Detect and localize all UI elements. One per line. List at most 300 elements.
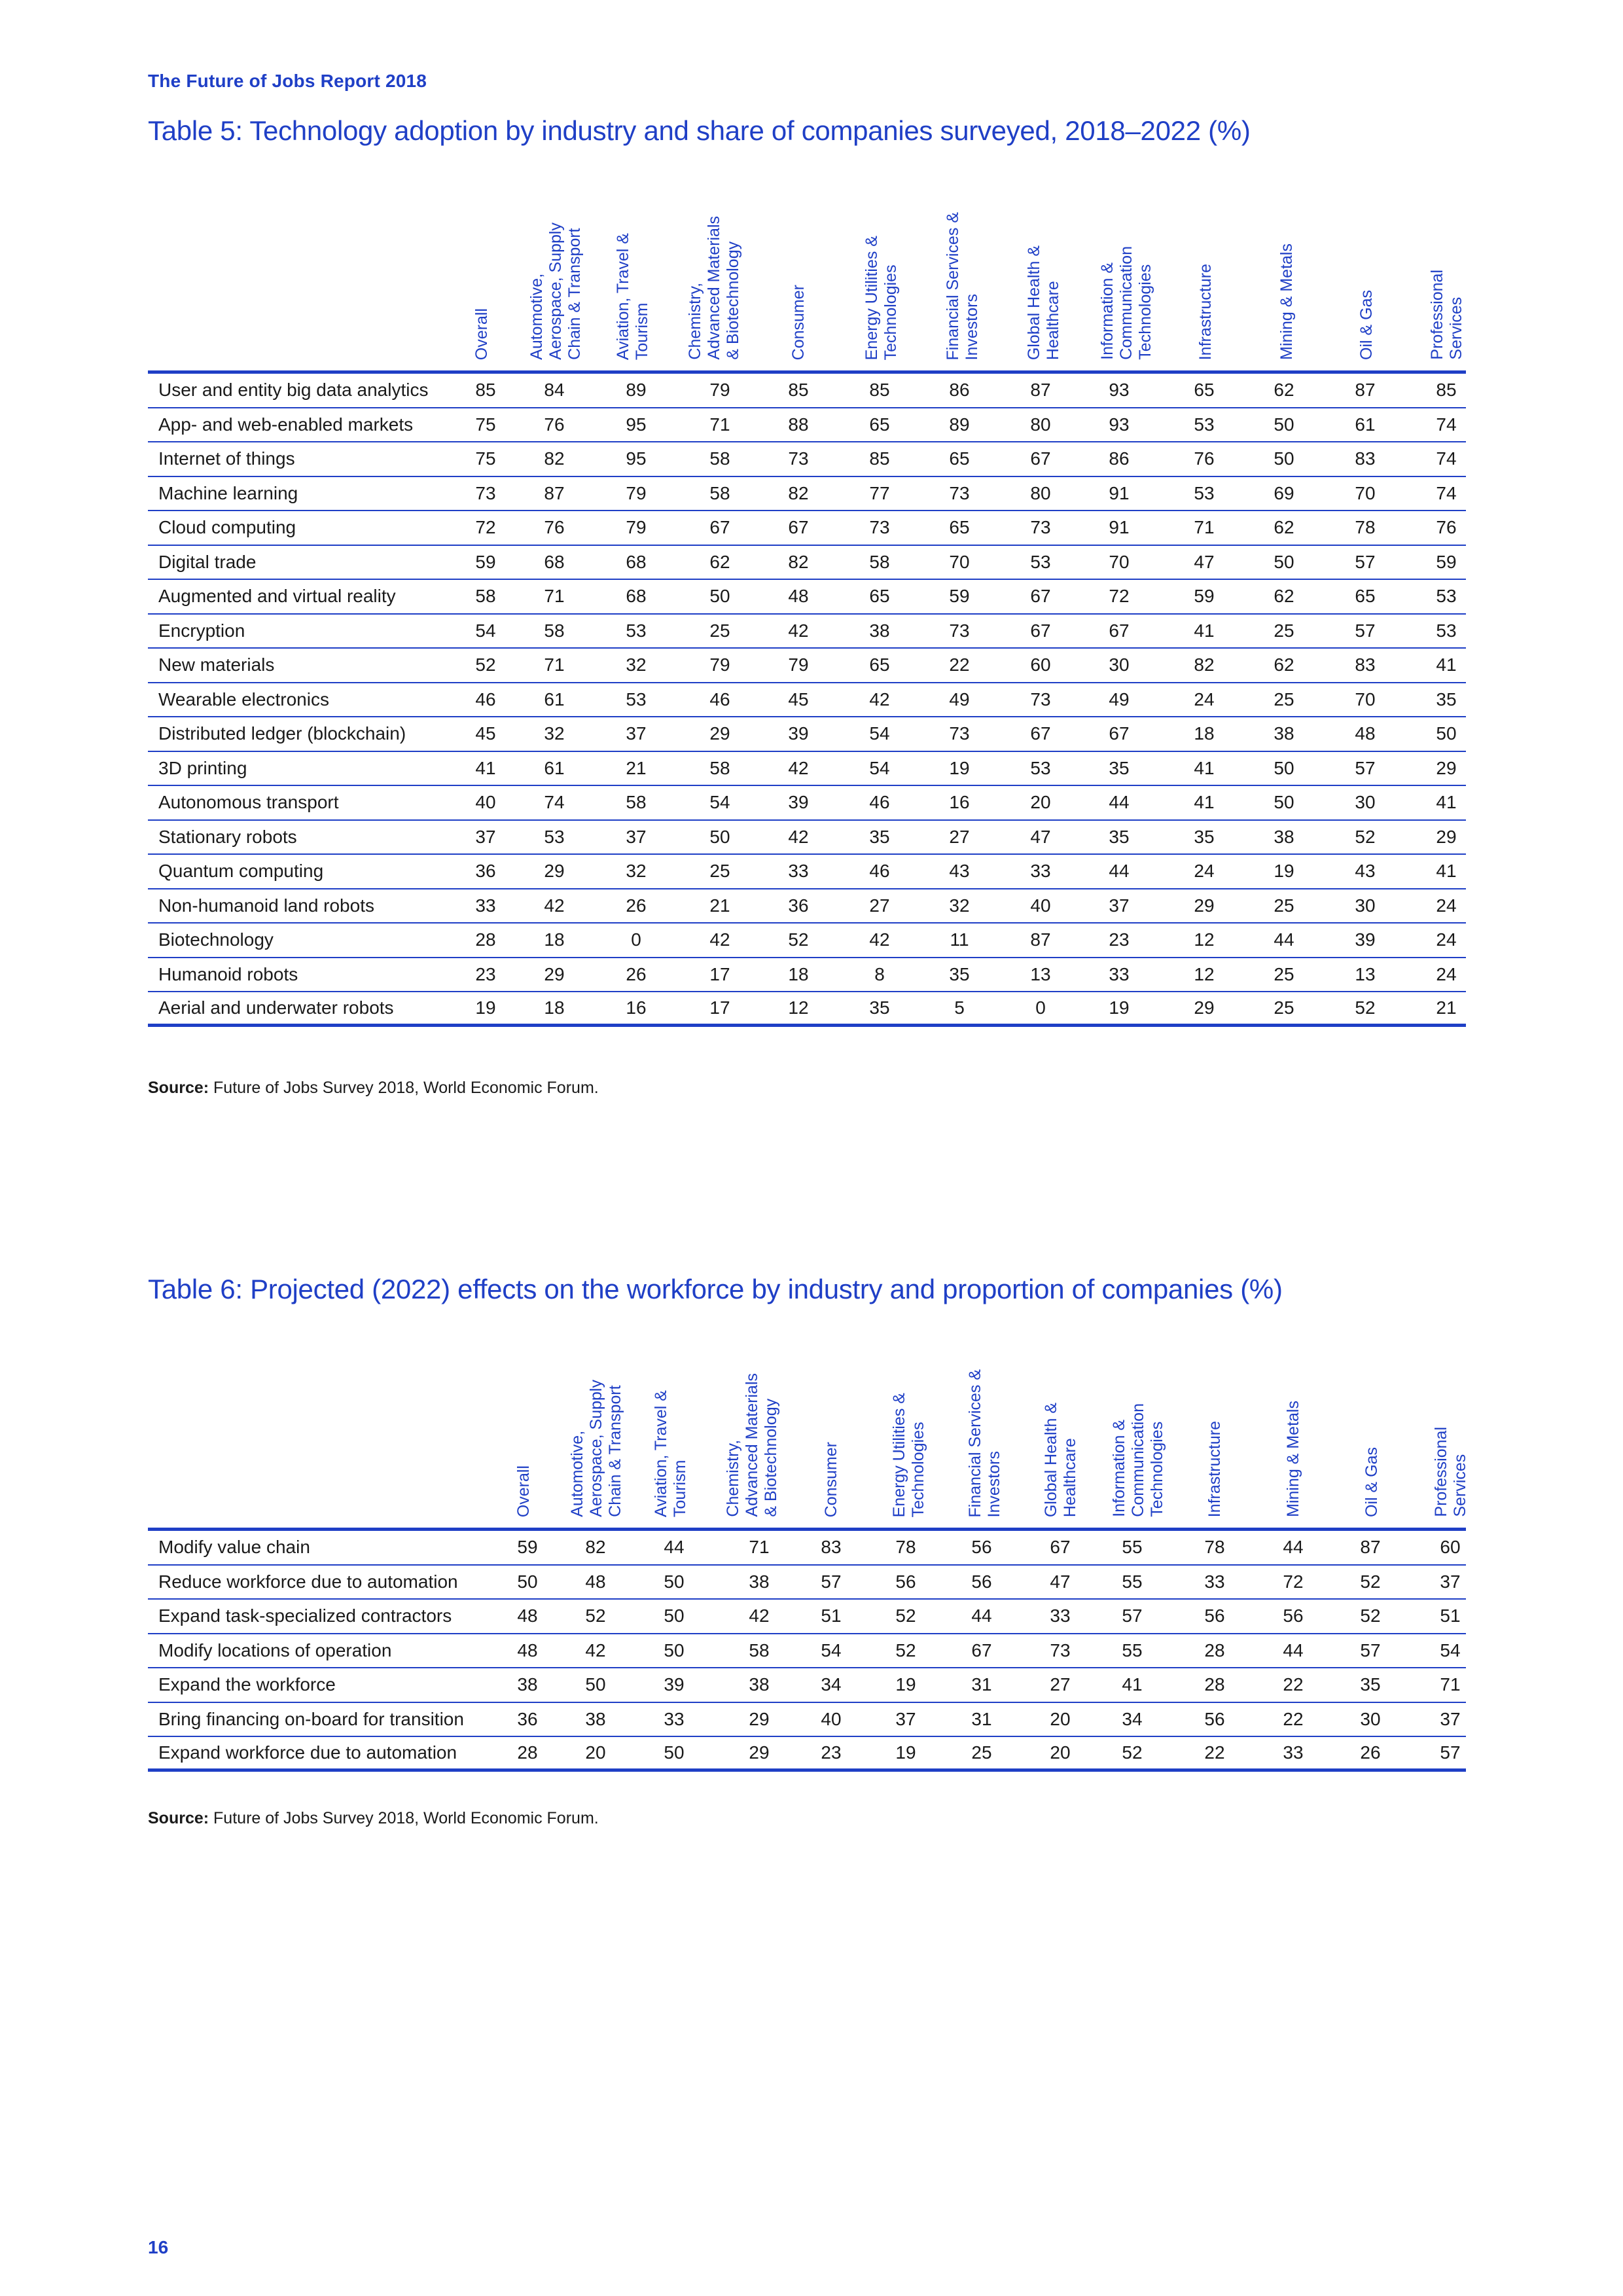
table-row [148, 992, 1466, 1027]
table-cell: 85 [1436, 380, 1457, 401]
column-header: Mining & Metals [1277, 243, 1296, 360]
table-cell: 40 [821, 1708, 842, 1729]
table6-source [148, 1809, 599, 1828]
row-label: Expand workforce due to automation [158, 1742, 457, 1763]
table-cell: 25 [1274, 963, 1294, 984]
column-header: Professional Services [1432, 1427, 1469, 1517]
table-cell: 70 [949, 551, 970, 572]
row-label: New materials [158, 655, 275, 675]
table-cell: 53 [1436, 586, 1457, 607]
table-row [148, 1600, 1466, 1634]
row-label: User and entity big data analytics [158, 380, 429, 401]
table-cell: 87 [1355, 380, 1376, 401]
table-cell: 41 [475, 757, 496, 778]
table-cell: 73 [1050, 1640, 1071, 1660]
table-cell: 36 [517, 1708, 538, 1729]
table-cell: 42 [788, 826, 809, 847]
row-label: Expand task-specialized contractors [158, 1605, 452, 1626]
table-cell: 32 [949, 895, 970, 916]
table-cell: 39 [788, 792, 809, 813]
row-label: Machine learning [158, 482, 298, 503]
table-cell: 73 [949, 723, 970, 744]
table-cell: 47 [1050, 1571, 1071, 1592]
table-cell: 57 [1122, 1605, 1143, 1626]
table-cell: 67 [1109, 620, 1130, 641]
table-cell: 42 [788, 620, 809, 641]
table-cell: 56 [1204, 1708, 1225, 1729]
table-cell: 37 [626, 826, 647, 847]
table-cell: 50 [1436, 723, 1457, 744]
table-cell: 62 [1274, 655, 1294, 675]
table-cell: 93 [1109, 414, 1130, 435]
row-label: Digital trade [158, 551, 257, 572]
table-cell: 26 [626, 895, 647, 916]
column-header: Energy Utilities & Technologies [890, 1392, 927, 1517]
table-cell: 80 [1030, 482, 1051, 503]
table-cell: 58 [475, 586, 496, 607]
row-label: Non-humanoid land robots [158, 895, 374, 916]
table-cell: 35 [1360, 1674, 1381, 1695]
table-cell: 42 [544, 895, 565, 916]
table-cell: 18 [1194, 723, 1215, 744]
table-cell: 51 [821, 1605, 842, 1626]
table-cell: 79 [626, 482, 647, 503]
table-cell: 48 [788, 586, 809, 607]
table-cell: 27 [869, 895, 890, 916]
table-cell: 62 [1274, 380, 1294, 401]
table-cell: 73 [788, 448, 809, 469]
table5 [148, 196, 1466, 1027]
table-cell: 93 [1109, 380, 1130, 401]
table-cell: 62 [1274, 517, 1294, 538]
table-cell: 24 [1436, 895, 1457, 916]
table-row [148, 511, 1466, 546]
table-cell: 53 [544, 826, 565, 847]
table-cell: 35 [1436, 689, 1457, 709]
table-row [148, 821, 1466, 855]
table-cell: 67 [788, 517, 809, 538]
table-cell: 40 [475, 792, 496, 813]
table-cell: 67 [1109, 723, 1130, 744]
table-cell: 57 [1355, 620, 1376, 641]
table-cell: 29 [749, 1742, 770, 1763]
table-cell: 65 [949, 517, 970, 538]
table5-body [148, 374, 1466, 1027]
table-cell: 56 [1283, 1605, 1304, 1626]
table-cell: 58 [709, 448, 730, 469]
table-cell: 33 [1030, 861, 1051, 882]
table-cell: 54 [869, 723, 890, 744]
table-cell: 50 [1274, 448, 1294, 469]
table-cell: 24 [1194, 689, 1215, 709]
table-row [148, 1703, 1466, 1738]
row-label: Aerial and underwater robots [158, 997, 394, 1018]
table-cell: 76 [544, 414, 565, 435]
table-cell: 16 [949, 792, 970, 813]
table-cell: 65 [1194, 380, 1215, 401]
column-header: Automotive, Aerospace, Supply Chain & Transport [568, 1380, 624, 1517]
table-cell: 75 [475, 414, 496, 435]
table-cell: 77 [869, 482, 890, 503]
table-cell: 79 [709, 655, 730, 675]
table-cell: 91 [1109, 482, 1130, 503]
table-cell: 85 [869, 448, 890, 469]
table-cell: 38 [517, 1674, 538, 1695]
table-cell: 39 [1355, 929, 1376, 950]
table6-header [148, 1354, 1469, 1531]
table-cell: 83 [1355, 448, 1376, 469]
table-cell: 18 [544, 997, 565, 1018]
table-cell: 55 [1122, 1537, 1143, 1558]
column-header: Financial Services & Investors [944, 211, 981, 360]
table-row [148, 717, 1466, 752]
table6 [148, 1354, 1469, 1772]
table-row [148, 786, 1466, 821]
table-cell: 60 [1440, 1537, 1461, 1558]
page-number: 16 [148, 2237, 169, 2257]
table-row [148, 889, 1466, 924]
table-cell: 25 [971, 1742, 992, 1763]
table-cell: 50 [1274, 757, 1294, 778]
table-row [148, 1531, 1466, 1566]
table-cell: 39 [788, 723, 809, 744]
table-row [148, 546, 1466, 581]
table-cell: 88 [788, 414, 809, 435]
table-cell: 59 [949, 586, 970, 607]
table-cell: 37 [895, 1708, 916, 1729]
table-cell: 38 [585, 1708, 606, 1729]
table-cell: 74 [1436, 448, 1457, 469]
table-cell: 25 [709, 861, 730, 882]
table-cell: 62 [709, 551, 730, 572]
table-cell: 21 [626, 757, 647, 778]
table-row [148, 615, 1466, 649]
column-header: Overall [514, 1465, 533, 1517]
row-label: Bring financing on-board for transition [158, 1708, 464, 1729]
table-cell: 26 [1360, 1742, 1381, 1763]
table-row [148, 958, 1466, 993]
table-cell: 17 [709, 997, 730, 1018]
table-cell: 44 [1274, 929, 1294, 950]
table-cell: 42 [749, 1605, 770, 1626]
table-cell: 41 [1436, 861, 1457, 882]
table5-source-text: Future of Jobs Survey 2018, World Economic Forum. [209, 1079, 599, 1097]
table-cell: 42 [709, 929, 730, 950]
table-cell: 0 [631, 929, 641, 950]
table-cell: 25 [1274, 689, 1294, 709]
table-cell: 44 [971, 1605, 992, 1626]
table-cell: 29 [1436, 826, 1457, 847]
table-cell: 71 [749, 1537, 770, 1558]
column-header: Information & Communication Technologies [1110, 1403, 1166, 1517]
table-cell: 35 [1109, 757, 1130, 778]
table-cell: 82 [788, 551, 809, 572]
table-cell: 50 [664, 1640, 685, 1660]
table-cell: 18 [544, 929, 565, 950]
table-cell: 50 [709, 586, 730, 607]
table-cell: 23 [1109, 929, 1130, 950]
table-cell: 43 [949, 861, 970, 882]
row-label: App- and web-enabled markets [158, 414, 414, 435]
column-header: Chemistry, Advanced Materials & Biotechnology [686, 216, 742, 360]
table-cell: 44 [664, 1537, 685, 1558]
table-cell: 22 [1283, 1708, 1304, 1729]
table-cell: 18 [788, 963, 809, 984]
table-cell: 46 [475, 689, 496, 709]
table-cell: 21 [709, 895, 730, 916]
table-cell: 38 [1274, 723, 1294, 744]
table-cell: 67 [1030, 620, 1051, 641]
table-cell: 73 [869, 517, 890, 538]
table-cell: 72 [1109, 586, 1130, 607]
table-cell: 50 [1274, 551, 1294, 572]
table-row [148, 1737, 1466, 1772]
table-cell: 54 [475, 620, 496, 641]
table-cell: 32 [544, 723, 565, 744]
table6-title: Table 6: Projected (2022) effects on the workforce by industry and proportion of companies (%) [148, 1274, 1283, 1304]
table-cell: 67 [1030, 723, 1051, 744]
table-cell: 37 [1109, 895, 1130, 916]
table-cell: 25 [709, 620, 730, 641]
table-row [148, 1634, 1466, 1669]
table-cell: 42 [788, 757, 809, 778]
table-cell: 52 [475, 655, 496, 675]
table-cell: 12 [1194, 929, 1215, 950]
table-cell: 68 [626, 586, 647, 607]
table-cell: 82 [544, 448, 565, 469]
table-cell: 51 [1440, 1605, 1461, 1626]
table-cell: 33 [1204, 1571, 1225, 1592]
table-cell: 53 [626, 689, 647, 709]
table-cell: 20 [1050, 1708, 1071, 1729]
table-cell: 29 [749, 1708, 770, 1729]
table-cell: 75 [475, 448, 496, 469]
table-cell: 73 [1030, 517, 1051, 538]
table-cell: 41 [1436, 792, 1457, 813]
table-cell: 48 [517, 1640, 538, 1660]
table-cell: 38 [869, 620, 890, 641]
table-cell: 76 [544, 517, 565, 538]
table-cell: 71 [544, 655, 565, 675]
table-cell: 34 [1122, 1708, 1143, 1729]
table-cell: 43 [1355, 861, 1376, 882]
table-cell: 49 [949, 689, 970, 709]
table-cell: 37 [626, 723, 647, 744]
table-cell: 44 [1109, 861, 1130, 882]
table-cell: 69 [1274, 482, 1294, 503]
table-cell: 27 [1050, 1674, 1071, 1695]
table-cell: 31 [971, 1674, 992, 1695]
row-label: Modify value chain [158, 1537, 310, 1558]
table-cell: 57 [1360, 1640, 1381, 1660]
row-label: Distributed ledger (blockchain) [158, 723, 406, 744]
table-cell: 28 [1204, 1640, 1225, 1660]
column-header: Professional Services [1428, 270, 1465, 360]
table-cell: 52 [585, 1605, 606, 1626]
table-cell: 54 [869, 757, 890, 778]
table-cell: 61 [544, 757, 565, 778]
table-cell: 41 [1194, 757, 1215, 778]
table-cell: 20 [1030, 792, 1051, 813]
table-cell: 85 [788, 380, 809, 401]
table-cell: 53 [1194, 482, 1215, 503]
table-cell: 87 [1360, 1537, 1381, 1558]
table-cell: 57 [1440, 1742, 1461, 1763]
row-label: 3D printing [158, 757, 247, 778]
table-cell: 17 [709, 963, 730, 984]
table-cell: 16 [626, 997, 647, 1018]
table-cell: 67 [1050, 1537, 1071, 1558]
table-cell: 33 [475, 895, 496, 916]
column-header: Aviation, Travel & Tourism [652, 1390, 689, 1517]
table-cell: 24 [1194, 861, 1215, 882]
column-header: Energy Utilities & Technologies [863, 235, 900, 360]
table-cell: 29 [544, 861, 565, 882]
column-header: Consumer [822, 1441, 840, 1517]
table-cell: 57 [1355, 757, 1376, 778]
table6-body [148, 1531, 1466, 1772]
column-header: Oil & Gas [1363, 1447, 1381, 1517]
table-cell: 84 [544, 380, 565, 401]
table-cell: 49 [1109, 689, 1130, 709]
table-cell: 58 [709, 757, 730, 778]
table-cell: 30 [1355, 792, 1376, 813]
table-cell: 42 [869, 689, 890, 709]
table-cell: 42 [869, 929, 890, 950]
row-label: Biotechnology [158, 929, 274, 950]
table-cell: 5 [954, 997, 965, 1018]
table-cell: 59 [1194, 586, 1215, 607]
table-cell: 19 [895, 1674, 916, 1695]
table-cell: 38 [749, 1674, 770, 1695]
table-cell: 71 [1194, 517, 1215, 538]
table-cell: 37 [475, 826, 496, 847]
table-cell: 50 [1274, 414, 1294, 435]
table-cell: 78 [1204, 1537, 1225, 1558]
table-cell: 12 [788, 997, 809, 1018]
table-cell: 19 [1274, 861, 1294, 882]
table-row [148, 374, 1466, 408]
table-cell: 22 [949, 655, 970, 675]
table-cell: 59 [517, 1537, 538, 1558]
table-cell: 57 [821, 1571, 842, 1592]
table6-source-label: Source: [148, 1809, 209, 1827]
table-cell: 72 [475, 517, 496, 538]
table-cell: 58 [749, 1640, 770, 1660]
table-cell: 11 [950, 929, 969, 950]
table-cell: 74 [544, 792, 565, 813]
table-cell: 61 [1355, 414, 1376, 435]
table-cell: 50 [709, 826, 730, 847]
table-cell: 57 [1355, 551, 1376, 572]
table-cell: 72 [1283, 1571, 1304, 1592]
table-cell: 22 [1283, 1674, 1304, 1695]
table-cell: 89 [949, 414, 970, 435]
row-label: Humanoid robots [158, 963, 298, 984]
table-row [148, 855, 1466, 889]
table-cell: 56 [1204, 1605, 1225, 1626]
table-cell: 53 [1030, 551, 1051, 572]
table-cell: 54 [1440, 1640, 1461, 1660]
table-cell: 29 [1436, 757, 1457, 778]
table-row [148, 442, 1466, 477]
table-cell: 53 [1030, 757, 1051, 778]
table-cell: 38 [1274, 826, 1294, 847]
table-cell: 55 [1122, 1640, 1143, 1660]
table-cell: 71 [1440, 1674, 1461, 1695]
table-cell: 50 [664, 1742, 685, 1763]
table-row [148, 1668, 1466, 1703]
table-cell: 52 [1360, 1605, 1381, 1626]
table-cell: 13 [1030, 963, 1051, 984]
table-cell: 46 [709, 689, 730, 709]
row-label: Augmented and virtual reality [158, 586, 396, 607]
table-cell: 33 [664, 1708, 685, 1729]
table-cell: 52 [895, 1640, 916, 1660]
table-cell: 29 [544, 963, 565, 984]
table5-header [148, 196, 1466, 374]
table-cell: 29 [709, 723, 730, 744]
table-cell: 29 [1194, 997, 1215, 1018]
table-cell: 41 [1436, 655, 1457, 675]
row-label: Autonomous transport [158, 792, 339, 813]
table-cell: 89 [626, 380, 647, 401]
table-cell: 28 [1204, 1674, 1225, 1695]
table-cell: 36 [475, 861, 496, 882]
table-cell: 33 [788, 861, 809, 882]
report-title: The Future of Jobs Report 2018 [148, 71, 427, 91]
table-cell: 33 [1050, 1605, 1071, 1626]
column-header: Infrastructure [1196, 263, 1215, 360]
table-row [148, 477, 1466, 512]
table-cell: 41 [1194, 792, 1215, 813]
table-cell: 78 [1355, 517, 1376, 538]
table-cell: 79 [709, 380, 730, 401]
table5-title: Table 5: Technology adoption by industry and share of companies surveyed, 2018–2022 (%) [148, 115, 1251, 146]
table-cell: 79 [788, 655, 809, 675]
table-row [148, 580, 1466, 615]
table-cell: 55 [1122, 1571, 1143, 1592]
table-cell: 42 [585, 1640, 606, 1660]
table-cell: 35 [949, 963, 970, 984]
table-cell: 24 [1436, 929, 1457, 950]
row-label: Expand the workforce [158, 1674, 336, 1695]
table-cell: 52 [1355, 997, 1376, 1018]
table-cell: 52 [788, 929, 809, 950]
table-cell: 62 [1274, 586, 1294, 607]
column-header: Overall [473, 308, 491, 360]
column-header: Infrastructure [1205, 1420, 1224, 1517]
row-label: Wearable electronics [158, 689, 329, 709]
table-cell: 48 [1355, 723, 1376, 744]
table-cell: 25 [1274, 620, 1294, 641]
table-cell: 73 [949, 620, 970, 641]
table-row [148, 1566, 1466, 1600]
table-cell: 68 [626, 551, 647, 572]
table-row [148, 752, 1466, 787]
table-cell: 83 [821, 1537, 842, 1558]
table-cell: 34 [821, 1674, 842, 1695]
column-header: Global Health & Healthcare [1042, 1402, 1079, 1517]
table-cell: 53 [626, 620, 647, 641]
table-cell: 95 [626, 414, 647, 435]
table-cell: 50 [1274, 792, 1294, 813]
column-header: Consumer [789, 284, 808, 360]
table-cell: 70 [1109, 551, 1130, 572]
table-cell: 21 [1436, 997, 1457, 1018]
table-cell: 74 [1436, 414, 1457, 435]
table-cell: 20 [1050, 1742, 1071, 1763]
